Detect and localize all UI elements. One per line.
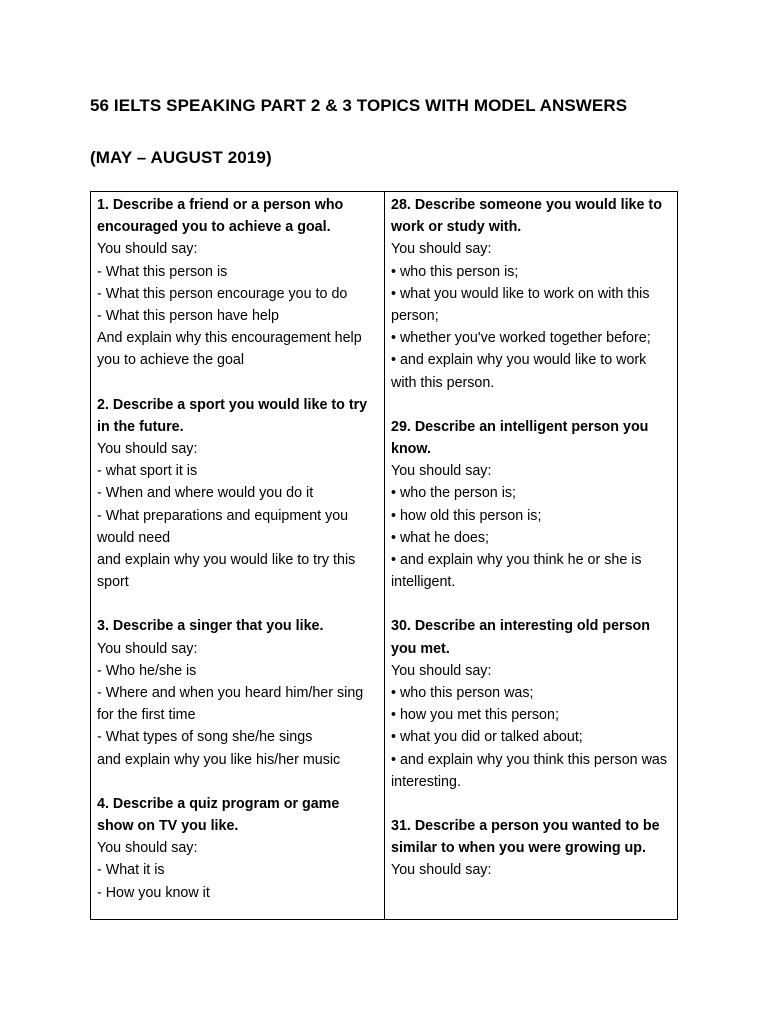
topic-heading: 4. Describe a quiz program or game show on TV you like. — [97, 795, 340, 835]
topic-2 — [97, 394, 379, 594]
topic-line: • what you would like to work on with this person; — [391, 285, 654, 325]
topic-heading: 28. Describe someone you would like to work or study with. — [391, 197, 662, 236]
topic-line: - What this person is — [97, 263, 228, 280]
topic-line: - what sport it is — [97, 463, 198, 480]
topic-heading: 29. Describe an intelligent person you know. — [391, 418, 649, 458]
topic-heading: 3. Describe a singer that you like. — [97, 618, 324, 635]
topic-line: and explain why you like his/her music — [97, 751, 341, 768]
topic-heading: 2. Describe a sport you would like to try in the future. — [97, 396, 368, 435]
topic-line: You should say: — [391, 241, 492, 258]
document-title: 56 IELTS SPEAKING PART 2 & 3 TOPICS WITH MODEL ANSWERS — [90, 96, 628, 115]
topic-line: - Who he/she is — [97, 662, 197, 679]
document-subtitle: (MAY – AUGUST 2019) — [90, 148, 272, 167]
topic-29 — [391, 416, 673, 594]
topic-line: and explain why you would like to try this sport — [97, 552, 360, 591]
topic-28 — [391, 194, 673, 394]
topic-line: You should say: — [391, 463, 492, 480]
topic-heading: 30. Describe an interesting old person you met. — [391, 618, 651, 657]
topic-line: • whether you've worked together before; — [391, 330, 651, 347]
topic-heading: 31. Describe a person you wanted to be similar to when you were growing up. — [391, 818, 660, 857]
topic-line: - What preparations and equipment you would need — [97, 507, 353, 546]
topic-4 — [97, 793, 379, 904]
topic-30 — [391, 615, 673, 793]
topic-line: • and explain why you would like to work with this person. — [391, 352, 651, 391]
topic-line: • what you did or talked about; — [391, 729, 583, 746]
topic-line: You should say: — [391, 662, 492, 679]
topic-line: - When and where would you do it — [97, 485, 314, 502]
topic-3 — [97, 615, 379, 770]
topic-line: - What it is — [97, 862, 165, 879]
topic-line: And explain why this encouragement help you to achieve the goal — [97, 330, 366, 369]
topic-line: You should say: — [97, 241, 198, 258]
topic-line: You should say: — [97, 640, 198, 657]
topic-line: You should say: — [391, 862, 492, 879]
topics-table — [90, 191, 678, 920]
topic-line: • who the person is; — [391, 485, 517, 502]
topic-line: - What this person have help — [97, 308, 279, 325]
topic-line: • how old this person is; — [391, 507, 542, 524]
topic-line: You should say: — [97, 441, 198, 458]
topic-line: - How you know it — [97, 884, 210, 901]
topic-line: • who this person is; — [391, 263, 519, 280]
topic-line: You should say: — [97, 840, 198, 857]
topic-line: • who this person was; — [391, 685, 534, 702]
topic-line: - What this person encourage you to do — [97, 285, 348, 302]
topic-heading: 1. Describe a friend or a person who encouraged you to achieve a goal. — [97, 197, 344, 236]
topic-31 — [391, 815, 673, 882]
topic-line: • what he does; — [391, 529, 489, 546]
topic-line: - Where and when you heard him/her sing for the first time — [97, 685, 368, 724]
topic-line: - What types of song she/he sings — [97, 729, 313, 746]
column-divider — [384, 192, 385, 919]
topic-line: • how you met this person; — [391, 707, 559, 724]
topic-line: • and explain why you think this person was interesting. — [391, 751, 671, 790]
right-column — [391, 194, 673, 882]
topic-1 — [97, 194, 379, 372]
left-column — [97, 194, 379, 904]
topic-line: • and explain why you think he or she is intelligent. — [391, 552, 646, 591]
